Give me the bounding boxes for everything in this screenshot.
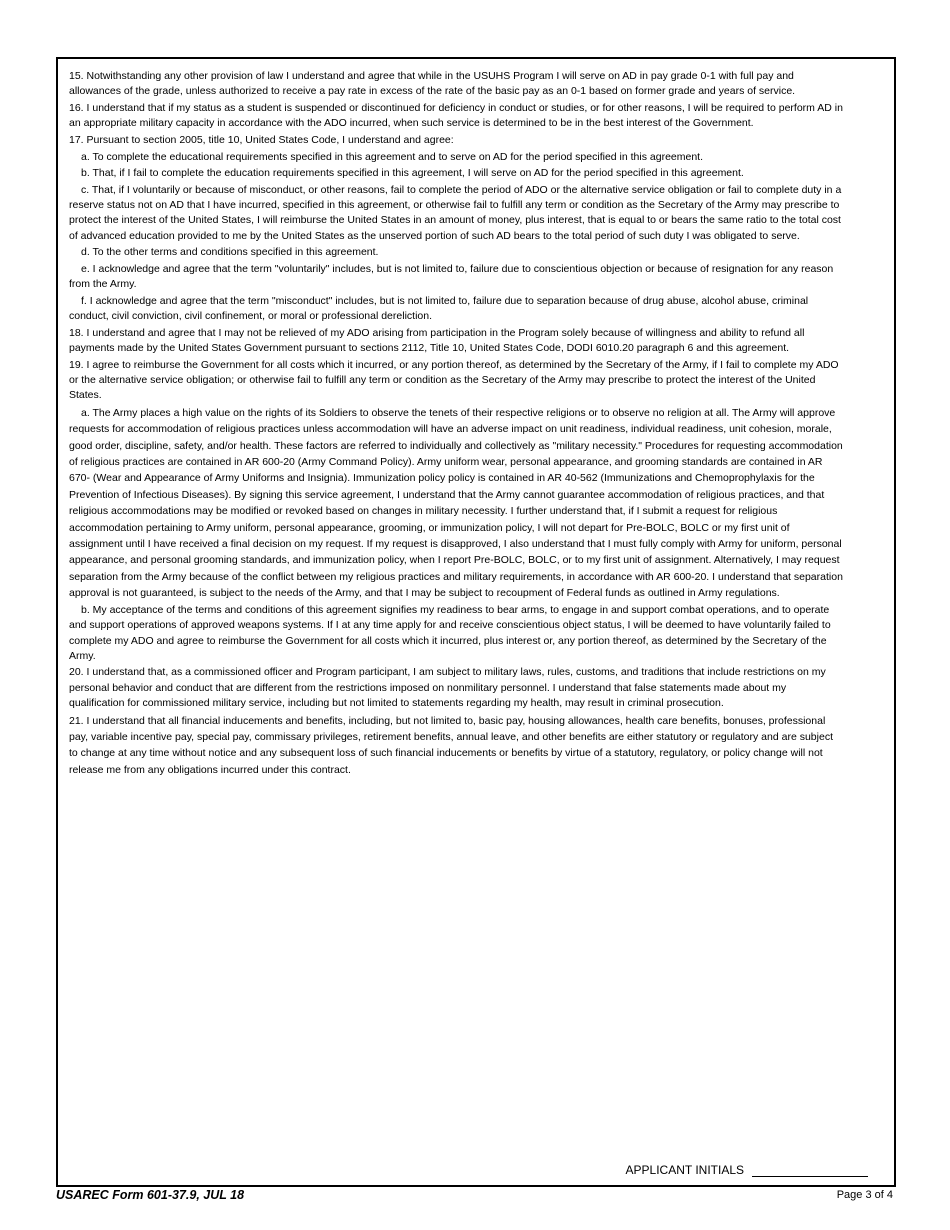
paragraph-20: 20. I understand that, as a commissioned officer and Program participant, I am subject to military laws, rules, customs, and traditions that include restrictions on my personal behavior and conduct that are different from the restrictions imposed on nonmilitary personnel. I understand that false statements made about my qualification for commissioned military service, including but not limited to statements regarding my health, may result in criminal prosecution. [69, 666, 826, 709]
applicant-initials-field[interactable] [752, 1164, 868, 1177]
paragraph-21: 21. I understand that all financial inducements and benefits, including, but not limited to, basic pay, housing allowances, health care benefits, bonuses, professional pay, variable incentive pay, special pay, commissary privileges, retirement benefits, annual leave, and other benefits are either statutory or regulatory and are subject to change at any time without notice and any subsequent loss of such financial inducements or benefits by virtue of a statutory, regulatory, or policy change will not release me from any obligations incurred under this contract. [69, 714, 833, 776]
paragraph-19b: b. My acceptance of the terms and conditions of this agreement signifies my readiness to bear arms, to engage in and support combat operations, and to operate and support operations of approved weapons systems. If I at any time apply for and receive conscientious object status, I will be deemed to have voluntarily failed to complete my ADO and agree to reimburse the Government for all costs which it incurred, plus interest or, any portion thereof, as determined by the Secretary of the Army. [69, 604, 831, 662]
form-id: USAREC Form 601-37.9, JUL 18 [56, 1188, 245, 1202]
page-number: Page 3 of 4 [836, 1189, 893, 1201]
paragraph-15: 15. Notwithstanding any other provision of law I understand and agree that while in the USUHS Program I will serve on AD in pay grade 0-1 with full pay and allowances of the grade, unless authorized to receive a pay rate in excess of the rate of the basic pay as an 0-1 based on former grade and years of service. [69, 70, 796, 98]
applicant-initials [626, 1163, 868, 1177]
paragraph-17f: f. I acknowledge and agree that the term "misconduct" includes, but is not limited to, failure due to separation because of drug abuse, alcohol abuse, criminal conduct, civil conviction, civil confinement, or moral or professional dereliction. [69, 294, 809, 323]
applicant-initials-label: APPLICANT INITIALS [625, 1163, 744, 1177]
paragraph-17e: e. I acknowledge and agree that the term "voluntarily" includes, but is not limited to, failure due to conscientious objection or because of resignation for any reason from the Army. [69, 262, 834, 291]
paragraph-16: 16. I understand that if my status as a student is suspended or discontinued for deficiency in conduct or studies, or for other reasons, I will be required to perform AD in an appropriate military capacity in accordance with the ADO incurred, when such service is determined to be in the best interest of the Government. [69, 101, 843, 130]
paragraph-17a: a. To complete the educational requirements specified in this agreement and to serve on AD for the period specified in this agreement. [81, 150, 704, 163]
paragraph-18: 18. I understand and agree that I may not be relieved of my ADO arising from participation in the Program solely because of willingness and ability to refund all payments made by the United States Government pursuant to sections 2112, Title 10, United States Code, DODI 6010.20 paragraph 6 and this agreement. [69, 326, 805, 354]
paragraph-17b: b. That, if I fail to complete the education requirements specified in this agreement, I will serve on AD for the period specified in this agreement. [81, 167, 744, 180]
form-frame [56, 57, 896, 1187]
paragraph-19a: a. The Army places a high value on the rights of its Soldiers to observe the tenets of their respective religions or to observe no religion at all. The Army will approve requests for accommodation of religious practices unless accommodation will have an adverse impact on unit readiness, individual readiness, unit cohesion, morale, good order, discipline, safety, and/or health. These factors are referred to individually and collectively as "military necessity." Procedures for requesting accommodation of religious practices are contained in AR 600-20 (Army Command Policy). Army uniform wear, personal appearance, and grooming standards are contained in AR 670- (Wear and Appearance of Army Uniforms and Insignia). Immunization policy policy is contained in AR 40-562 (Immunizations and Chemoprophylaxis for the Prevention of Infectious Diseases). By signing this service agreement, I understand that the Army cannot guarantee accommodation of religious practices, and that religious accommodations may be modified or revoked based on changes in military necessity. I further understand that, if I submit a request for religious accommodation pertaining to Army uniform, personal appearance, grooming, or immunization policy, I will not depart for Pre-BOLC, BOLC or my first unit of assignment until I have received a final decision on my request. If my request is disapproved, I also understand that I must fully comply with Army for uniform, personal appearance, and personal grooming standards, and immunization policy, when I report Pre-BOLC, BOLC, or to my first unit of assignment. Alternatively, I may request separation from the Army because of the conflict between my religious practices and military requirements, in accordance with AR 600-20. I understand that separation approval is not guaranteed, is subject to the needs of the Army, and that I may be subject to recoupment of Federal funds as outlined in Army regulations. [69, 406, 843, 600]
paragraph-19: 19. I agree to reimburse the Government for all costs which it incurred, or any portion thereof, as determined by the Secretary of the Army, if I fail to complete my ADO or the alternative service obligation; or otherwise fail to fulfill any term or condition as the Secretary of the Army may prescribe to protect the interest of the United States. [69, 358, 839, 402]
paragraph-17c: c. That, if I voluntarily or because of misconduct, or other reasons, fail to complete the period of ADO or the alternative service obligation or fail to complete duty in a reserve status not on AD that I have incurred, specified in this agreement, or otherwise fail to fulfill any term or condition as the Secretary of the Army may prescribe to protect the interest of the United States, I will reimburse the United States in an amount of money, plus interest, that is equal to or bears the same ratio to the total cost of advanced education provided to me by the United States as the unserved portion of such AD bears to the total period of such duty I was obligated to serve. [69, 183, 842, 242]
paragraph-17d: d. To the other terms and conditions specified in this agreement. [81, 246, 379, 259]
paragraph-17: 17. Pursuant to section 2005, title 10, United States Code, I understand and agree: [69, 133, 454, 146]
form-body [69, 69, 843, 780]
